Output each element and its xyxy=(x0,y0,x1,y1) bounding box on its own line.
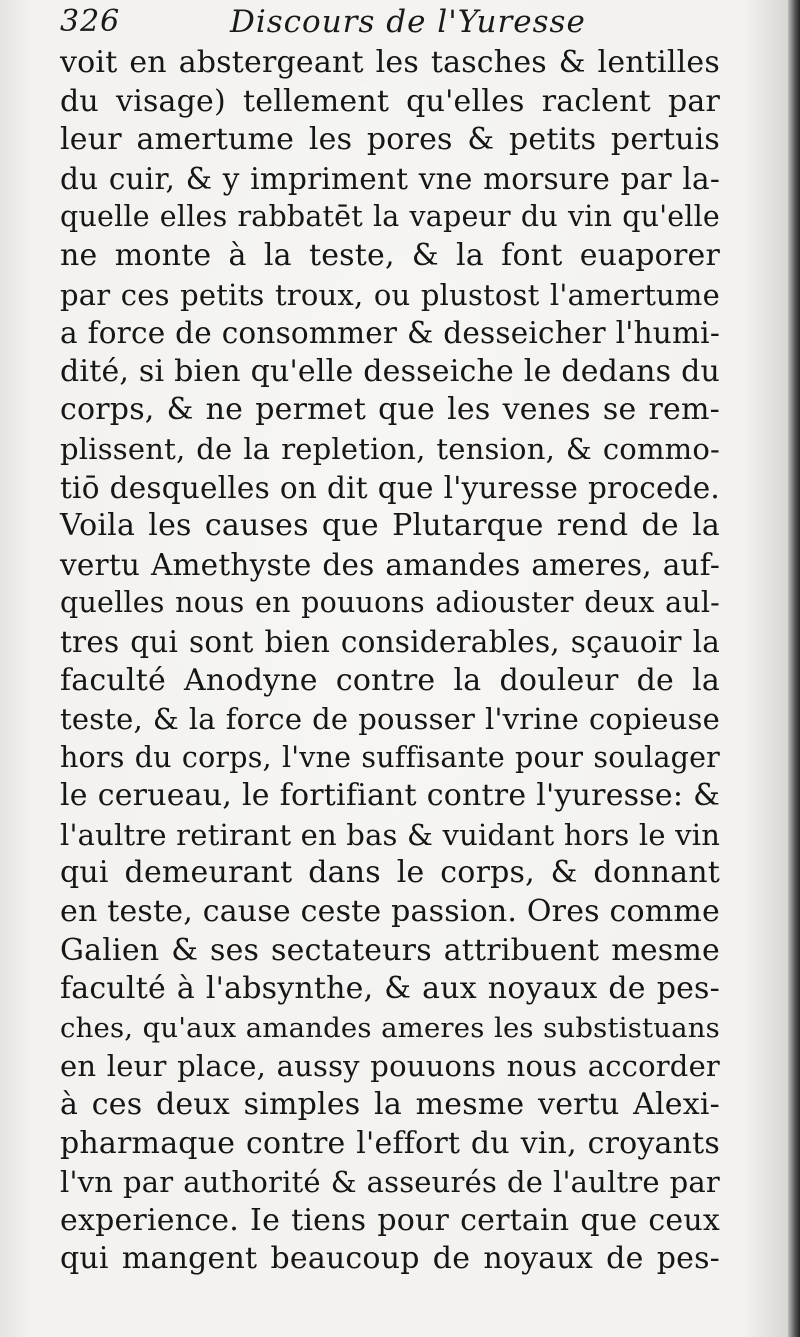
text-line: le cerueau, le fortifiant contre l'yuresse: & xyxy=(60,778,720,814)
text-line: voit en abstergeant les tasches & lentilles xyxy=(60,45,720,80)
text-line: Galien & ses sectateurs attribuent mesme xyxy=(60,932,720,968)
text-line: tiō desquelles on dit que l'yuresse procede. xyxy=(60,470,720,505)
text-line: faculté à l'absynthe, & aux noyaux de pes- xyxy=(60,971,720,1007)
text-line: du visage) tellement qu'elles raclent par xyxy=(60,83,720,119)
page-number: 326 xyxy=(60,4,121,39)
text-line: pharmaque contre l'effort du vin, croyants xyxy=(60,1125,720,1161)
running-title: Discours de l'Yuresse xyxy=(230,4,586,40)
body-text xyxy=(60,44,720,1279)
text-line: quelles nous en pouuons adiouster deux aul- xyxy=(60,586,720,620)
text-line: qui mangent beaucoup de noyaux de pes- xyxy=(60,1241,720,1277)
text-line: vertu Amethyste des amandes ameres, auf- xyxy=(60,547,720,582)
text-line: du cuir, & y impriment vne morsure par la- xyxy=(60,161,720,196)
text-line: dité, si bien qu'elle desseiche le dedans du xyxy=(60,353,720,389)
text-line: hors du corps, l'vne suffisante pour soulager xyxy=(60,740,720,774)
page-edge-shadow xyxy=(788,0,800,1337)
text-line: a force de consommer & desseicher l'humi- xyxy=(60,316,720,351)
text-line: ches, qu'aux amandes ameres les substistuans xyxy=(60,1011,720,1044)
text-line: à ces deux simples la mesme vertu Alexi- xyxy=(60,1087,720,1123)
text-line: experience. Ie tiens pour certain que ceux xyxy=(60,1202,720,1238)
text-line: l'vn par authorité & asseurés de l'aultre par xyxy=(60,1165,720,1200)
text-line: quelle elles rabbatēt la vapeur du vin qu'elle xyxy=(60,200,720,234)
text-line: corps, & ne permet que les venes se rem- xyxy=(60,392,720,428)
text-line: par ces petits troux, ou plustost l'amertume xyxy=(60,277,720,312)
text-line: Voila les causes que Plutarque rend de la xyxy=(60,508,720,544)
text-line: tres qui sont bien considerables, sçauoir la xyxy=(60,624,720,659)
text-line: faculté Anodyne contre la douleur de la xyxy=(60,662,720,698)
text-line: plissent, de la repletion, tension, & commo- xyxy=(60,431,720,466)
text-line: en leur place, aussy pouuons nous accorder xyxy=(60,1049,720,1084)
page-header xyxy=(60,4,740,44)
text-line: teste, & la force de pousser l'vrine copieuse xyxy=(60,702,720,737)
text-line: ne monte à la teste, & la font euaporer xyxy=(60,237,720,273)
text-line: l'aultre retirant en bas & vuidant hors le vin xyxy=(60,817,721,852)
text-line: leur amertume les pores & petits pertuis xyxy=(60,122,720,158)
text-line: qui demeurant dans le corps, & donnant xyxy=(60,855,720,891)
text-line: en teste, cause ceste passion. Ores comme xyxy=(60,894,720,930)
